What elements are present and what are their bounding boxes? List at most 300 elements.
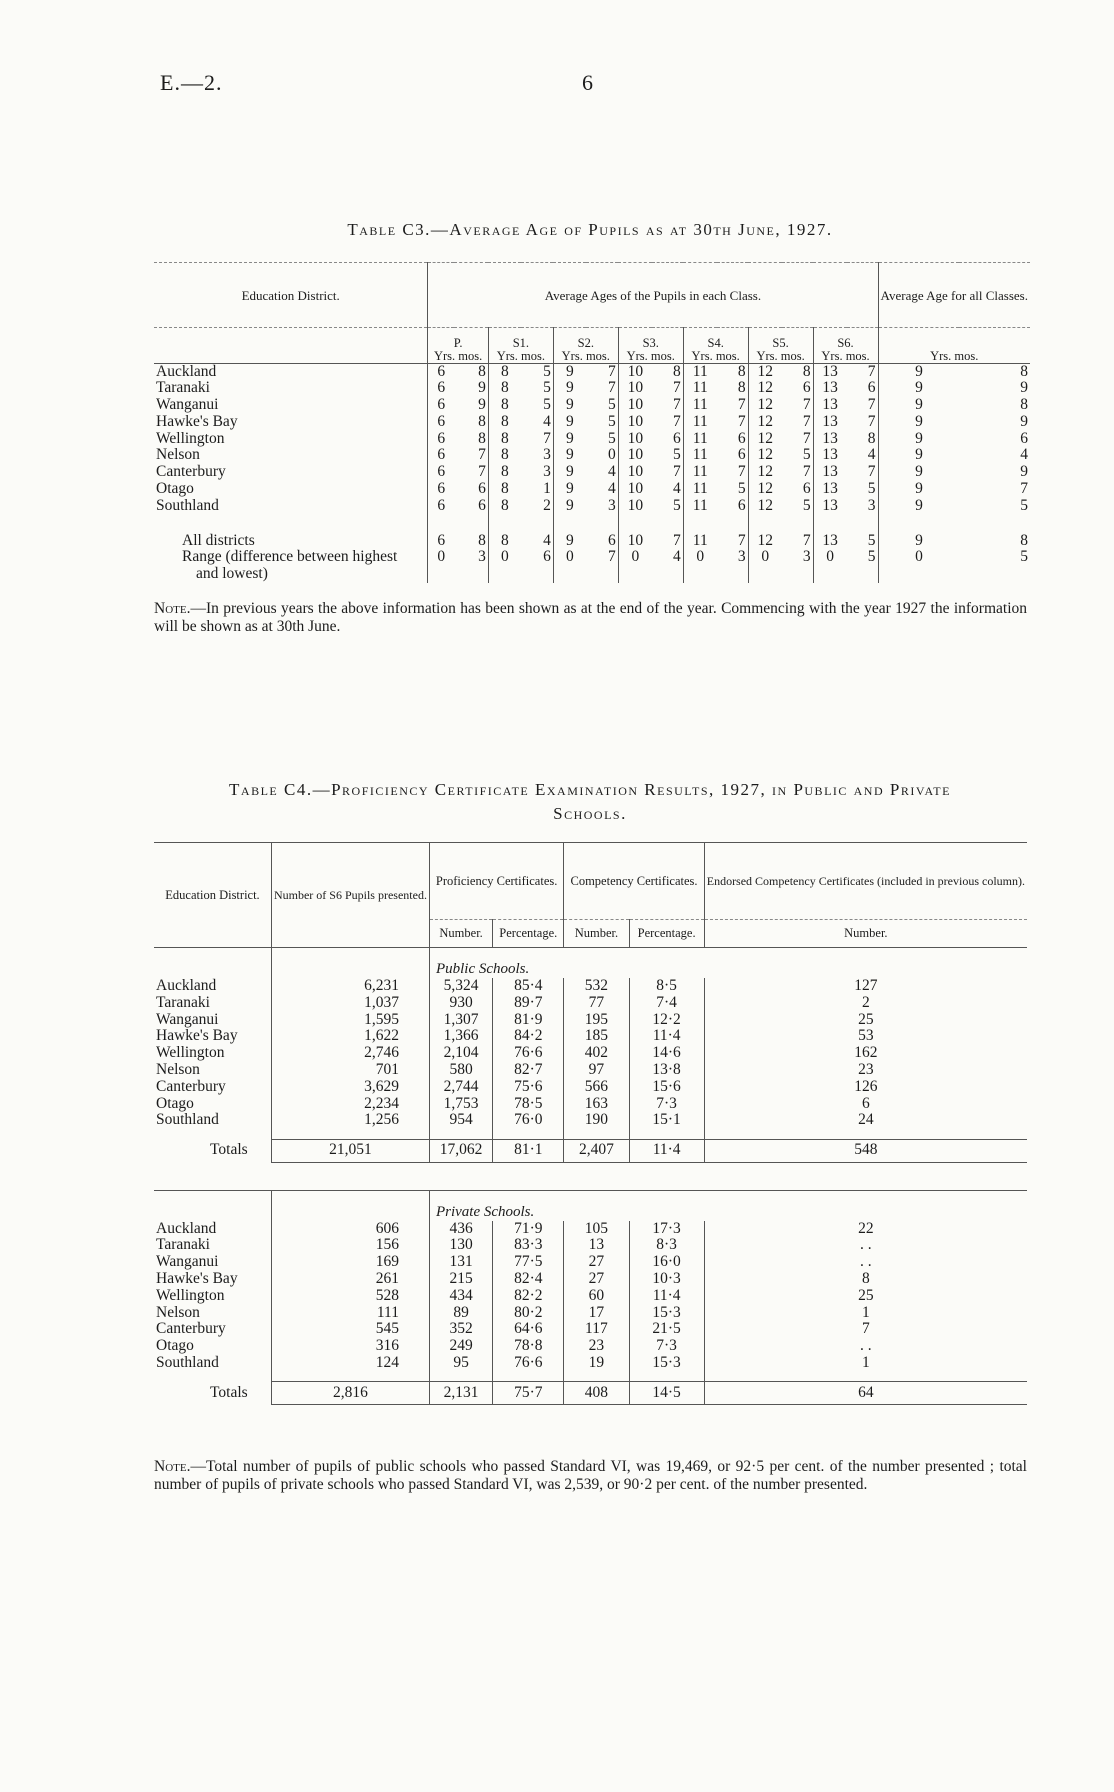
months-cell: 4: [652, 481, 683, 498]
months-cell: 7: [717, 464, 748, 481]
proficiency-percentage-cell: 64·6: [493, 1321, 564, 1338]
proficiency-percentage-cell: 71·9: [493, 1221, 564, 1238]
table-row: [154, 464, 1030, 481]
months-cell: 3: [521, 464, 553, 481]
years-cell: 6: [437, 480, 446, 498]
years-cell: 10: [627, 379, 644, 397]
c4-sub-prof-percentage: Percentage.: [493, 920, 564, 948]
c3-col-ages: Average Ages of the Pupils in each Class.: [428, 263, 878, 328]
table-row: [154, 1112, 1027, 1129]
district-name: [154, 464, 428, 481]
months-cell: 8: [652, 363, 683, 380]
presented-cell: 111: [271, 1305, 429, 1322]
competency-number-cell: 117: [564, 1321, 629, 1338]
years-cell: 6: [437, 396, 446, 414]
months-cell: 7: [454, 447, 488, 464]
district-name: Hawke's Bay: [156, 1270, 238, 1288]
months-cell: 3: [586, 498, 618, 515]
endorsed-number-cell: 23: [858, 1060, 874, 1078]
proficiency-number-cell: 930: [429, 995, 492, 1012]
table-row: [154, 978, 1027, 995]
months-cell: 5: [586, 431, 618, 448]
proficiency-number-cell: 580: [429, 1062, 492, 1079]
district-name: Nelson: [156, 1303, 200, 1321]
months-cell: 7: [586, 380, 618, 397]
years-cell: 12: [757, 379, 773, 397]
presented-cell: 261: [271, 1271, 429, 1288]
months-cell: 9: [1020, 412, 1028, 430]
months-cell: 7: [652, 414, 683, 431]
competency-percentage-cell: 7·3: [629, 1338, 704, 1355]
endorsed-number-cell: 24: [858, 1111, 874, 1129]
years-cell: 10: [627, 446, 644, 464]
page-number: 6: [582, 70, 593, 95]
competency-number-cell: 402: [564, 1045, 629, 1062]
endorsed-number-cell: 7: [861, 1320, 870, 1338]
years-cell: 9: [565, 480, 574, 498]
months-cell: 6: [652, 431, 683, 448]
months-cell: 5: [1020, 496, 1028, 514]
years-cell: 10: [627, 480, 644, 498]
c3-unit-header: Yrs. mos.: [553, 350, 618, 364]
table-row: [154, 498, 1030, 515]
c4-sub-endorsed-number: Number.: [844, 926, 888, 940]
endorsed-number-cell: 22: [858, 1219, 874, 1237]
months-cell: 4: [652, 549, 683, 566]
years-cell: 0: [565, 548, 574, 566]
competency-percentage-cell: 7·4: [629, 995, 704, 1012]
competency-number-cell: 17: [564, 1305, 629, 1322]
district-name: Nelson: [156, 1060, 200, 1078]
months-cell: 7: [847, 363, 878, 380]
table-row: [154, 431, 1030, 448]
endorsed-number-cell: . .: [860, 1236, 872, 1254]
table-row: [154, 1079, 1027, 1096]
c3-note: [154, 600, 1027, 636]
years-cell: 8: [501, 362, 509, 380]
competency-number-cell: 185: [564, 1028, 629, 1045]
months-cell: 7: [782, 431, 813, 448]
district-name: Wellington: [156, 1286, 225, 1304]
district-name: Wellington: [156, 1044, 225, 1062]
years-cell: 12: [757, 531, 773, 549]
table-row: [154, 1012, 1027, 1029]
years-cell: 12: [757, 412, 773, 430]
months-cell: 8: [847, 431, 878, 448]
c4-note-lead: Note.: [154, 1458, 191, 1475]
months-cell: 8: [782, 363, 813, 380]
c4-col-presented: Number of S6 Pupils presented.: [271, 843, 429, 948]
proficiency-number-cell: 1,307: [429, 1012, 492, 1029]
competency-percentage-cell: 12·2: [629, 1012, 704, 1029]
months-cell: 8: [717, 380, 748, 397]
totals-endorsed-number-cell: 548: [704, 1139, 1027, 1162]
proficiency-percentage-cell: 76·0: [493, 1112, 564, 1129]
months-cell: 7: [782, 397, 813, 414]
months-cell: 4: [586, 464, 618, 481]
endorsed-number-cell: 127: [854, 977, 878, 994]
presented-cell: 1,622: [271, 1028, 429, 1045]
months-cell: 6: [521, 549, 553, 566]
years-cell: 9: [878, 481, 959, 498]
years-cell: 13: [822, 496, 838, 514]
c4-col-endorsed: Endorsed Competency Certificates (included in previous column).: [704, 843, 1027, 920]
months-cell: 3: [717, 549, 748, 566]
table-c4: [154, 842, 1027, 1405]
years-cell: 11: [692, 429, 708, 447]
competency-number-cell: 566: [564, 1079, 629, 1096]
c3-class-header: P.: [428, 328, 489, 350]
years-cell: 0: [696, 548, 705, 566]
c3-class-header: S4.: [683, 328, 748, 350]
months-cell: 9: [454, 380, 488, 397]
totals-competency-number-cell: 2,407: [564, 1139, 629, 1162]
years-cell: 13: [822, 379, 838, 397]
table-c3-title: Table C3.—Average Age of Pupils as at 30th June, 1927.: [347, 220, 833, 239]
years-cell: 9: [878, 447, 959, 464]
presented-cell: 316: [271, 1338, 429, 1355]
years-cell: 13: [822, 446, 838, 464]
totals-label: Totals: [210, 1383, 248, 1401]
district-label: Otago: [156, 480, 194, 498]
c3-class-header: [878, 328, 1030, 350]
totals-proficiency-number-cell: 2,131: [429, 1382, 492, 1405]
c4-sub-comp-number: Number.: [564, 920, 629, 948]
table-row: [154, 447, 1030, 464]
years-cell: 12: [757, 396, 773, 414]
table-row: [154, 1288, 1027, 1305]
endorsed-number-cell: 53: [858, 1027, 874, 1045]
years-cell: 13: [822, 480, 838, 498]
totals-row: [154, 1139, 1027, 1162]
proficiency-percentage-cell: 76·6: [493, 1045, 564, 1062]
totals-label: Totals: [210, 1141, 248, 1159]
c3-unit-header: Yrs. mos.: [488, 350, 553, 364]
competency-percentage-cell: 15·3: [629, 1355, 704, 1372]
proficiency-number-cell: 249: [429, 1338, 492, 1355]
totals-proficiency-percentage-cell: 81·1: [493, 1139, 564, 1162]
table-row: [154, 1237, 1027, 1254]
c4-col-proficiency: Proficiency Certificates.: [429, 843, 563, 920]
competency-percentage-cell: 8·3: [629, 1237, 704, 1254]
totals-presented-cell: 21,051: [271, 1139, 429, 1162]
years-cell: 12: [757, 480, 773, 498]
competency-percentage-cell: 14·6: [629, 1045, 704, 1062]
years-cell: 6: [437, 496, 446, 514]
c3-unit-header: Yrs. mos.: [683, 350, 748, 364]
presented-cell: 1,037: [271, 995, 429, 1012]
months-cell: 5: [847, 481, 878, 498]
competency-percentage-cell: 16·0: [629, 1254, 704, 1271]
table-row: [154, 1338, 1027, 1355]
presented-cell: 1,256: [271, 1112, 429, 1129]
table-row: [154, 1028, 1027, 1045]
years-cell: 0: [501, 548, 509, 566]
table-row: [154, 1221, 1027, 1238]
years-cell: 8: [501, 446, 509, 464]
proficiency-number-cell: 95: [429, 1355, 492, 1372]
endorsed-number-cell: . .: [860, 1337, 872, 1355]
proficiency-percentage-cell: 78·8: [493, 1338, 564, 1355]
years-cell: 11: [692, 379, 708, 397]
district-label: All districts: [182, 531, 255, 549]
months-cell: 1: [521, 481, 553, 498]
proficiency-percentage-cell: 82·4: [493, 1271, 564, 1288]
months-cell: 6: [782, 380, 813, 397]
table-row: [154, 1254, 1027, 1271]
table-c3: [154, 262, 1030, 583]
months-cell: 3: [847, 498, 878, 515]
district-name: Auckland: [156, 1219, 217, 1237]
endorsed-number-cell: 1: [861, 1303, 870, 1321]
totals-row: [154, 1382, 1027, 1405]
competency-percentage-cell: 15·3: [629, 1305, 704, 1322]
presented-cell: 2,746: [271, 1045, 429, 1062]
months-cell: 4: [1020, 446, 1028, 464]
c4-sub-comp-percentage: Percentage.: [629, 920, 704, 948]
district-label: Nelson: [156, 446, 200, 464]
years-cell: 6: [437, 412, 446, 430]
competency-number-cell: 60: [564, 1288, 629, 1305]
months-cell: 6: [717, 447, 748, 464]
months-cell: 2: [521, 498, 553, 515]
proficiency-percentage-cell: 85·4: [493, 978, 564, 995]
years-cell: 6: [437, 463, 446, 481]
years-cell: 10: [627, 429, 644, 447]
proficiency-number-cell: 89: [429, 1305, 492, 1322]
years-cell: 13: [822, 463, 838, 481]
proficiency-number-cell: 1,753: [429, 1096, 492, 1113]
years-cell: 11: [692, 463, 708, 481]
c3-unit-header: Yrs. mos.: [748, 350, 813, 364]
years-cell: 9: [878, 533, 959, 550]
competency-percentage-cell: 10·3: [629, 1271, 704, 1288]
months-cell: 5: [521, 380, 553, 397]
years-cell: 12: [757, 496, 773, 514]
presented-cell: 606: [271, 1221, 429, 1238]
table-row: [154, 1096, 1027, 1113]
c3-class-header: S1.: [488, 328, 553, 350]
months-cell: 7: [652, 533, 683, 550]
years-cell: 10: [627, 362, 644, 380]
months-cell: 3: [521, 447, 553, 464]
endorsed-number-cell: 25: [858, 1010, 874, 1028]
years-cell: 8: [501, 429, 509, 447]
presented-cell: 701: [271, 1062, 429, 1079]
endorsed-number-cell: 126: [854, 1077, 878, 1095]
years-cell: 6: [437, 362, 446, 380]
proficiency-number-cell: 352: [429, 1321, 492, 1338]
competency-percentage-cell: 15·1: [629, 1112, 704, 1129]
table-row: [154, 1321, 1027, 1338]
years-cell: 13: [822, 531, 838, 549]
district-name: [154, 363, 428, 380]
table-row: [154, 1045, 1027, 1062]
presented-cell: 528: [271, 1288, 429, 1305]
years-cell: 6: [437, 429, 446, 447]
months-cell: 5: [521, 363, 553, 380]
months-cell: 5: [717, 481, 748, 498]
range-label: Range (difference between highest: [182, 548, 398, 566]
district-name: [154, 431, 428, 448]
months-cell: 5: [847, 533, 878, 550]
months-cell: 7: [652, 397, 683, 414]
years-cell: 11: [692, 496, 708, 514]
competency-number-cell: 77: [564, 995, 629, 1012]
years-cell: 9: [878, 431, 959, 448]
years-cell: 9: [565, 531, 574, 549]
years-cell: 9: [878, 363, 959, 380]
totals-competency-percentage-cell: 11·4: [629, 1139, 704, 1162]
c4-sub-prof-number: Number.: [429, 920, 492, 948]
months-cell: 6: [847, 380, 878, 397]
competency-percentage-cell: 7·3: [629, 1096, 704, 1113]
table-row: [154, 1062, 1027, 1079]
district-name: [154, 498, 428, 515]
proficiency-number-cell: 131: [429, 1254, 492, 1271]
endorsed-number-cell: 25: [858, 1286, 874, 1304]
endorsed-number-cell: 8: [861, 1270, 870, 1288]
district-name: Taranaki: [156, 993, 210, 1011]
years-cell: 12: [757, 429, 773, 447]
years-cell: 13: [822, 396, 838, 414]
presented-cell: 169: [271, 1254, 429, 1271]
table-c4-title-line2: Schools.: [553, 804, 627, 823]
totals-presented-cell: 2,816: [271, 1382, 429, 1405]
years-cell: 12: [757, 362, 773, 380]
competency-percentage-cell: 8·5: [629, 978, 704, 995]
district-name: Wanganui: [156, 1253, 219, 1271]
proficiency-number-cell: 130: [429, 1237, 492, 1254]
district-name: Canterbury: [156, 1320, 226, 1338]
months-cell: 7: [847, 464, 878, 481]
c3-unit-header: Yrs. mos.: [813, 350, 878, 364]
presented-cell: 545: [271, 1321, 429, 1338]
district-name: Otago: [156, 1337, 194, 1355]
c3-note-text: —In previous years the above information has been shown as at the end of the year. Commencing with the year 1927 the information will be shown as at 30th June.: [154, 600, 1027, 635]
c4-col-district: Education District.: [154, 843, 271, 948]
months-cell: 7: [454, 464, 488, 481]
table-row: [154, 995, 1027, 1012]
years-cell: 11: [692, 362, 708, 380]
totals-endorsed-number-cell: 64: [704, 1382, 1027, 1405]
table-row: [154, 1305, 1027, 1322]
district-name: Auckland: [156, 977, 217, 994]
proficiency-number-cell: 434: [429, 1288, 492, 1305]
endorsed-number-cell: 162: [854, 1044, 878, 1062]
district-label: Hawke's Bay: [156, 412, 238, 430]
competency-percentage-cell: 11·4: [629, 1288, 704, 1305]
c4-note-text: —Total number of pupils of public schools who passed Standard VI, was 19,469, or 92·5 per cent. of the number presented ; total number of pupils of private schools who passed Standard VI, was 2,539, or 90·2 per cent. of the number presented.: [154, 1458, 1027, 1493]
years-cell: 12: [757, 446, 773, 464]
district-name: Taranaki: [156, 1236, 210, 1254]
proficiency-number-cell: 2,744: [429, 1079, 492, 1096]
years-cell: 9: [565, 446, 574, 464]
endorsed-number-cell: 1: [861, 1354, 870, 1372]
years-cell: 9: [565, 429, 574, 447]
months-cell: 7: [847, 414, 878, 431]
years-cell: 12: [757, 463, 773, 481]
months-cell: 8: [1020, 362, 1028, 380]
presented-cell: 124: [271, 1355, 429, 1372]
years-cell: 8: [501, 396, 509, 414]
district-name: Canterbury: [156, 1077, 226, 1095]
years-cell: 11: [692, 396, 708, 414]
district-name: [154, 533, 428, 550]
district-label: Auckland: [156, 362, 217, 380]
years-cell: 11: [692, 480, 708, 498]
presented-cell: 6,231: [271, 978, 429, 995]
years-cell: 9: [565, 362, 574, 380]
competency-number-cell: 195: [564, 1012, 629, 1029]
months-cell: 6: [1020, 429, 1028, 447]
district-label: Wanganui: [156, 396, 219, 414]
months-cell: 5: [652, 447, 683, 464]
years-cell: 0: [437, 548, 446, 566]
months-cell: 7: [782, 464, 813, 481]
months-cell: 8: [1020, 396, 1028, 414]
table-row: [154, 397, 1030, 414]
proficiency-percentage-cell: 82·7: [493, 1062, 564, 1079]
competency-number-cell: 13: [564, 1237, 629, 1254]
district-name: [154, 380, 428, 397]
years-cell: 8: [501, 480, 509, 498]
months-cell: 5: [782, 447, 813, 464]
months-cell: 8: [454, 363, 488, 380]
months-cell: 5: [586, 414, 618, 431]
district-name: Wanganui: [156, 1010, 219, 1028]
months-cell: 7: [586, 363, 618, 380]
proficiency-number-cell: 436: [429, 1221, 492, 1238]
months-cell: 8: [1020, 531, 1028, 549]
competency-percentage-cell: 11·4: [629, 1028, 704, 1045]
endorsed-number-cell: . .: [860, 1253, 872, 1271]
proficiency-percentage-cell: 75·6: [493, 1079, 564, 1096]
district-name: [154, 414, 428, 431]
years-cell: 11: [692, 412, 708, 430]
table-row: [154, 1271, 1027, 1288]
years-cell: 9: [565, 379, 574, 397]
totals-competency-number-cell: 408: [564, 1382, 629, 1405]
proficiency-number-cell: 2,104: [429, 1045, 492, 1062]
table-c4-title: [150, 778, 1030, 826]
years-cell: 13: [822, 362, 838, 380]
years-cell: 6: [437, 379, 446, 397]
district-name: Southland: [156, 1354, 219, 1372]
years-cell: 10: [627, 496, 644, 514]
years-cell: 6: [437, 531, 446, 549]
c3-class-header: S6.: [813, 328, 878, 350]
competency-percentage-cell: 17·3: [629, 1221, 704, 1238]
section-title: Public Schools.: [429, 948, 1027, 979]
table-row: [154, 1355, 1027, 1372]
months-cell: 7: [521, 431, 553, 448]
endorsed-number-cell: 6: [861, 1094, 870, 1112]
months-cell: 4: [847, 447, 878, 464]
competency-number-cell: 27: [564, 1254, 629, 1271]
months-cell: 9: [454, 397, 488, 414]
competency-number-cell: 23: [564, 1338, 629, 1355]
years-cell: 9: [878, 498, 959, 515]
proficiency-number-cell: 215: [429, 1271, 492, 1288]
months-cell: 7: [586, 549, 618, 566]
months-cell: 6: [717, 498, 748, 515]
c3-unit-header: Yrs. mos.: [878, 350, 1030, 364]
proficiency-number-cell: 1,366: [429, 1028, 492, 1045]
competency-number-cell: 97: [564, 1062, 629, 1079]
competency-number-cell: 190: [564, 1112, 629, 1129]
totals-competency-percentage-cell: 14·5: [629, 1382, 704, 1405]
